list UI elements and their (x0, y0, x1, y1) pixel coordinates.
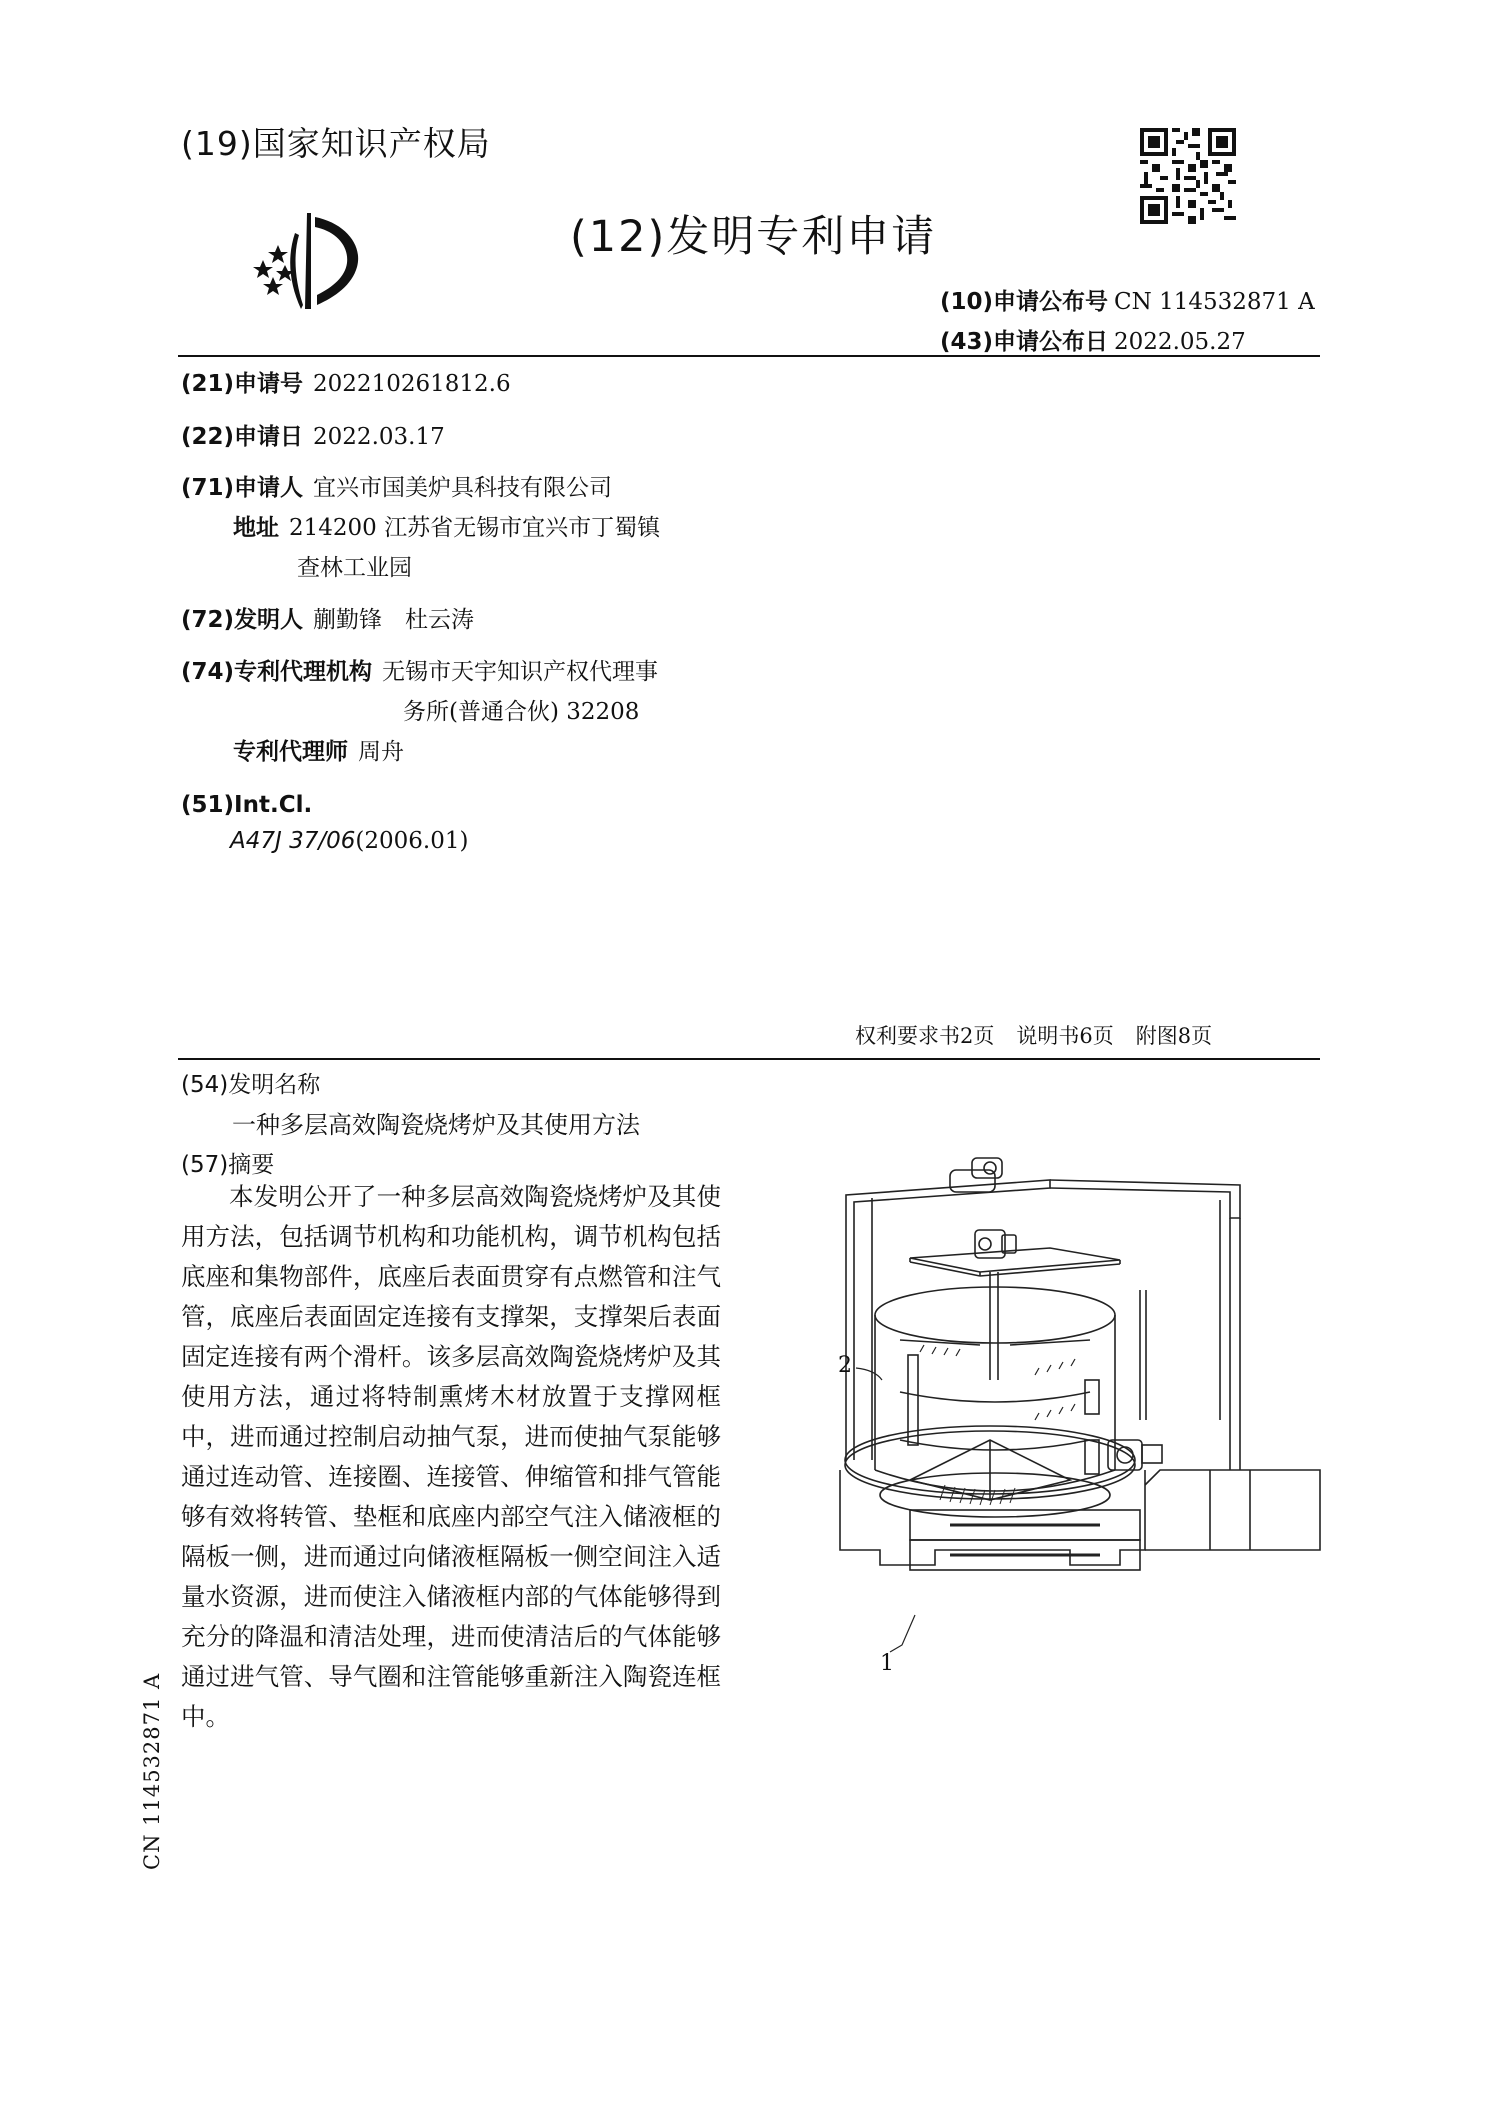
address-row (233, 509, 660, 547)
agency-line-1: 无锡市天宇知识产权代理事 (382, 659, 659, 685)
publication-date-row (940, 323, 1246, 356)
applicant-row (181, 469, 612, 507)
kiln-figure (820, 1140, 1350, 1690)
claims-pages: 权利要求书2页 (855, 1024, 995, 1048)
publication-number-row (940, 283, 1315, 316)
header-divider (178, 355, 1320, 357)
side-publication-code: CN 114532871 A (140, 1672, 164, 1870)
drawings-pages: 附图8页 (1135, 1024, 1213, 1048)
address-line-1: 214200 江苏省无锡市宜兴市丁蜀镇 (289, 515, 661, 541)
invention-title-label: (54)发明名称 (181, 1072, 321, 1098)
application-date: 2022.03.17 (313, 424, 445, 450)
address-line-2: 查林工业园 (297, 555, 412, 581)
abstract-text: 本发明公开了一种多层高效陶瓷烧烤炉及其使用方法，包括调节机构和功能机构，调节机构包括底座和集物部件，底座后表面贯穿有点燃管和注气管，底座后表面固定连接有支撑架，支撑架后表面固定连接有两个滑杆。该多层高效陶瓷烧烤炉及其使用方法，通过将特制熏烤木材放置于支撑网框中，进而通过控制启动抽气泵，进而使抽气泵能够通过连动管、连接圈、连接管、伸缩管和排气管能够有效将转管、垫框和底座内部空气注入储液框的隔板一侧，进而通过向储液框隔板一侧空间注入适量水资源，进而使注入储液框内部的气体能够得到充分的降温和清洁处理，进而使清洁后的气体能够通过进气管、导气圈和注管能够重新注入陶瓷连框中。 (181, 1182, 721, 1731)
inventors: 蒯勤锋 杜云涛 (313, 607, 475, 633)
intcl-classification (230, 828, 468, 854)
publication-date: 2022.05.27 (1114, 329, 1246, 355)
agency-row (181, 653, 658, 691)
agent-label: 专利代理师 (233, 739, 348, 765)
section-divider (178, 1058, 1320, 1060)
figure-label-1: 1 (880, 1651, 894, 1676)
intcl-row (181, 786, 312, 824)
qr-code-icon (1140, 128, 1236, 224)
intcl-class: A47J 37/06 (230, 828, 356, 854)
application-number-label: (21)申请号 (181, 371, 304, 397)
agent: 周舟 (358, 739, 404, 765)
agent-row (233, 733, 404, 771)
description-pages: 说明书6页 (1016, 1024, 1114, 1048)
inventors-row (181, 601, 474, 639)
intcl-version: (2006.01) (355, 828, 469, 854)
applicant-label: (71)申请人 (181, 475, 304, 501)
publication-number-label: (10)申请公布号 (940, 289, 1109, 315)
document-type: (12)发明专利申请 (570, 212, 937, 262)
inventors-label: (72)发明人 (181, 607, 304, 633)
page-counts (855, 1020, 1234, 1050)
publication-date-label: (43)申请公布日 (940, 329, 1109, 355)
agency-label: (74)专利代理机构 (181, 659, 373, 685)
applicant: 宜兴市国美炉具科技有限公司 (313, 475, 613, 501)
address-label: 地址 (233, 515, 279, 541)
application-date-row (181, 418, 445, 456)
application-date-label: (22)申请日 (181, 424, 304, 450)
cnipa-logo-icon (245, 205, 385, 315)
publication-number: CN 114532871 A (1114, 289, 1315, 315)
application-number: 202210261812.6 (313, 371, 511, 397)
figure-label-2: 2 (838, 1353, 852, 1378)
agency-line-2: 务所(普通合伙) 32208 (403, 699, 640, 725)
intcl-label: (51)Int.Cl. (181, 792, 313, 818)
invention-title: 一种多层高效陶瓷烧烤炉及其使用方法 (232, 1111, 640, 1139)
office-name: (19)国家知识产权局 (181, 124, 491, 163)
application-number-row (181, 365, 511, 403)
abstract-label: (57)摘要 (181, 1152, 275, 1178)
